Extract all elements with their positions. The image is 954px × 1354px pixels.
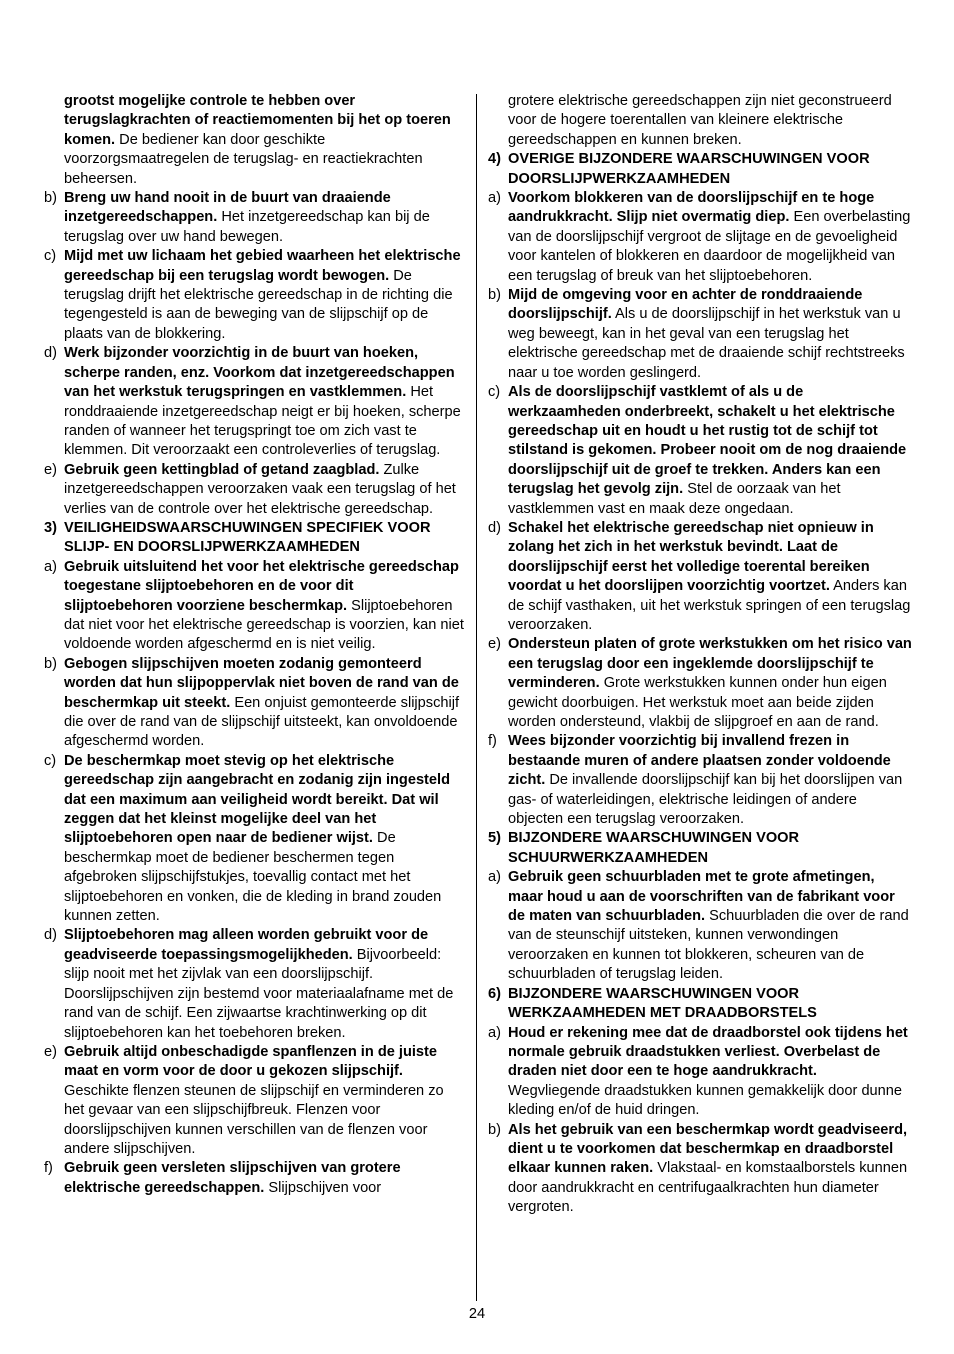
right-column	[488, 92, 912, 1218]
item-marker: d)	[488, 519, 501, 536]
list-item	[44, 1043, 464, 1159]
item-bold: De beschermkap moet stevig op het elektrische gereedschap zijn aangebracht en zodanig zijn ingesteld dat een maximum aan veiligheid wordt bereikt. Dat wil zeggen dat het kleinst mogelijke deel van het slijptoebehoren open naar de bediener wijst.	[64, 752, 451, 847]
item-text: Het ronddraaiende inzetgereedschap neigt er bij hoeken, scherpe randen of wanneer het terugspringt toe om zich vast te klemmen. Dit veroorzaakt een controleverlies of terugslag.	[64, 384, 461, 459]
list-item	[488, 189, 912, 286]
item-text: Anders kan de schijf vasthaken, uit het werkstuk springen of een terugslag veroorzaken.	[508, 578, 911, 633]
item-bold: Voorkom blokkeren van de doorslijpschijf en te hoge aandrukkracht. Slijp niet overmatig diep.	[508, 190, 875, 226]
item-bold: Houd er rekening mee dat de draadborstel ook tijdens het normale gebruik draadstukken verliest. Overbelast de draden niet door een te hoge aandrukkracht.	[508, 1024, 908, 1080]
item-bold: Gebruik geen versleten slijpschijven van grotere elektrische gereedschappen.	[64, 1160, 401, 1196]
item-text: De beschermkap moet de bediener beschermen tegen afgebroken slijpschijfstukjes, toevallig contact met het slijptoebehoren en vonken, die de kleding in brand zouden kunnen zetten.	[64, 830, 442, 925]
item-bold: Breng uw hand nooit in de buurt van draaiende inzetgereedschappen.	[64, 190, 391, 226]
list-item	[488, 868, 912, 984]
item-marker: f)	[44, 1160, 53, 1177]
heading-marker: 5)	[488, 830, 501, 847]
column-divider	[476, 94, 477, 1301]
item-bold: Wees bijzonder voorzichtig bij invallend frezen in bestaande muren of andere plaatsen zonder voldoende zicht.	[508, 733, 891, 789]
item-text: De terugslag drijft het elektrische gereedschap in de richting die tegengesteld is aan de beweging van de slijpschijf op de plaats van de blokkering.	[64, 267, 453, 342]
item-marker: b)	[488, 1121, 501, 1138]
left-column	[44, 92, 464, 1198]
item-marker: b)	[44, 190, 57, 207]
item-marker: b)	[488, 287, 501, 304]
list-item	[44, 655, 464, 752]
list-item	[488, 1121, 912, 1218]
paragraph-continuation	[44, 92, 464, 189]
list-item	[44, 461, 464, 519]
item-text: Zulke inzetgereedschappen veroorzaken vaak een terugslag of het verlies van de controle over het elektrische gereedschap.	[64, 461, 456, 517]
heading-text: BIJZONDERE WAARSCHUWINGEN VOOR SCHUURWERKZAAMHEDEN	[508, 830, 800, 866]
item-marker: a)	[488, 190, 501, 207]
heading-marker: 3)	[44, 519, 57, 536]
section-heading-4	[488, 150, 912, 189]
item-marker: e)	[44, 461, 57, 478]
item-text: Vlakstaal- en komstaalborstels kunnen door aandrukkracht en centrifugaalkrachten hun diameter vergroten.	[508, 1160, 908, 1216]
item-marker: d)	[44, 345, 57, 362]
item-bold: Mijd de omgeving voor en achter de ronddraaiende doorslijpschijf.	[508, 287, 863, 323]
item-bold: Gebruik geen schuurbladen met te grote afmetingen, maar houd u aan de voorschriften van de fabrikant voor de maten van schuurbladen.	[508, 869, 895, 925]
list-item	[44, 752, 464, 927]
list-item	[488, 519, 912, 635]
list-item	[488, 383, 912, 519]
item-text: Bijvoorbeeld: slijp nooit met het zijvlak van een doorslijpschijf. Doorslijpschijven zijn bestemd voor materiaalafname met de rand van de schijf. Een zijwaartse krachtinwerking op dit slijptoebehoren kan het toebehoren breken.	[64, 946, 454, 1041]
list-item	[44, 926, 464, 1042]
item-bold: Gebruik uitsluitend het voor het elektrische gereedschap toegestane slijptoebehoren en de voor dit slijptoebehoren voorziene beschermkap.	[64, 558, 459, 614]
item-text: Grote werkstukken kunnen onder hun eigen gewicht doorbuigen. Het werkstuk moet aan beide zijden worden ondersteund, vlakbij de slijpgroef en aan de rand.	[508, 675, 887, 730]
lead-text: De bediener kan door geschikte voorzorgsmaatregelen de terugslag- en reactiekrachten beheersen.	[64, 131, 423, 187]
heading-text: BIJZONDERE WAARSCHUWINGEN VOOR WERKZAAMHEDEN MET DRAADBORSTELS	[508, 985, 817, 1022]
paragraph-continuation	[488, 92, 912, 150]
item-marker: e)	[488, 636, 501, 653]
page-number: 24	[468, 1306, 486, 1322]
list-item	[44, 247, 464, 344]
lead-bold: grootst mogelijke controle te hebben over terugslagkrachten of reactiemomenten bij het op toeren komen.	[64, 93, 451, 148]
item-text: Wegvliegende draadstukken kunnen gemakkelijk door dunne kleding en/of de huid dringen.	[508, 1082, 903, 1119]
item-marker: a)	[488, 869, 501, 886]
list-item	[488, 1024, 912, 1121]
item-text: Stel de oorzaak van het vastklemmen vast en maak deze ongedaan.	[508, 481, 841, 517]
item-marker: b)	[44, 655, 57, 672]
item-marker: d)	[44, 927, 57, 944]
list-item	[488, 732, 912, 829]
item-bold: Gebogen slijpschijven moeten zodanig gemonteerd worden dat hun slijpoppervlak niet boven de rand van de beschermkap uit steekt.	[64, 655, 459, 711]
item-text: Slijptoebehoren dat niet voor het elektrische gereedschap is voorzien, kan niet voldoende worden afgeschermd en is niet veilig.	[64, 597, 464, 653]
item-text: Een overbelasting van de doorslijpschijf vergroot de slijtage en de gevoeligheid voor kantelen of blokkeren en daardoor de mogelijkheid van een terugslag of breuk van het slijptoebehoren.	[508, 209, 911, 284]
item-marker: f)	[488, 733, 497, 750]
item-bold: Als het gebruik van een beschermkap wordt geadviseerd, dient u te voorkomen dat beschermkap en draadborstel elkaar kunnen raken.	[508, 1121, 908, 1177]
list-item	[44, 1159, 464, 1198]
item-text: Het inzetgereedschap kan bij de terugslag over uw hand bewegen.	[64, 209, 430, 245]
continuation-text: grotere elektrische gereedschappen zijn niet geconstrueerd voor de hogere toerentallen van kleinere elektrische gereedschappen en kunnen breken.	[508, 93, 892, 148]
item-text: Slijpschijven voor	[264, 1179, 382, 1196]
item-marker: a)	[44, 558, 57, 575]
section-heading-3	[44, 519, 464, 558]
item-bold: Werk bijzonder voorzichtig in de buurt van hoeken, scherpe randen, enz. Voorkom dat inzetgereedschappen van het werkstuk terugspringen en vastklemmen.	[64, 345, 455, 401]
item-bold: Als de doorslijpschijf vastklemt of als u de werkzaamheden onderbreekt, schakelt u het elektrische gereedschap uit en houdt u het rustig tot de schijf tot stilstand is gekomen. Probeer nooit om de nog draaiende doorslijpschijf uit de groef te trekken. Anders kan een terugslag het gevolg zijn.	[508, 384, 907, 498]
list-item	[488, 286, 912, 383]
item-bold: Ondersteun platen of grote werkstukken om het risico van een terugslag door een ingeklemde doorslijpschijf te verminderen.	[508, 636, 912, 692]
item-marker: a)	[488, 1024, 501, 1041]
item-text: Geschikte flenzen steunen de slijpschijf en verminderen zo het gevaar van een slijpschijfbreuk. Flenzen voor doorslijpschijven kunnen verschillen van de flenzen voor andere slijpschijven.	[64, 1082, 444, 1157]
item-marker: c)	[44, 752, 57, 769]
item-bold: Gebruik altijd onbeschadigde spanflenzen in de juiste maat en vorm voor de door u gekozen slijpschijf.	[64, 1043, 438, 1080]
item-marker: c)	[488, 384, 501, 401]
heading-text: OVERIGE BIJZONDERE WAARSCHUWINGEN VOOR DOORSLIJPWERKZAAMHEDEN	[508, 151, 870, 187]
section-heading-5	[488, 829, 912, 868]
item-bold: Schakel het elektrische gereedschap niet opnieuw in zolang het zich in het werkstuk bevindt. Laat de doorslijpschijf eerst het volledige toerental bereiken voordat u het doorslijpen voorzichtig voortzet.	[508, 519, 874, 595]
list-item	[44, 189, 464, 247]
heading-marker: 6)	[488, 985, 501, 1002]
item-text: Schuurbladen die over de rand van de steunschijf uitsteken, kunnen verwondingen veroorzaken en kunnen tot blokkeren, scheuren van de schuurbladen of terugslag leiden.	[508, 908, 909, 983]
item-bold: Mijd met uw lichaam het gebied waarheen het elektrische gereedschap bij een terugslag wordt bewogen.	[64, 248, 461, 284]
heading-text: VEILIGHEIDSWAARSCHUWINGEN SPECIFIEK VOOR SLIJP- EN DOORSLIJPWERKZAAMHEDEN	[64, 519, 431, 556]
item-text: Een onjuist gemonteerde slijpschijf die over de rand van de slijpschijf uitsteekt, kan onvoldoende afgeschermd worden.	[64, 694, 460, 750]
item-bold: Gebruik geen kettingblad of getand zaagblad.	[64, 461, 380, 478]
list-item	[488, 635, 912, 732]
item-marker: e)	[44, 1043, 57, 1060]
item-bold: Slijptoebehoren mag alleen worden gebruikt voor de geadviseerde toepassingsmogelijkheden.	[64, 927, 429, 963]
item-text: Als u de doorslijpschijf in het werkstuk van u weg beweegt, kan in het geval van een terugslag het elektrische gereedschap met de draaiende schijf rechtstreeks naar u toe worden geslingerd.	[508, 306, 905, 381]
list-item	[44, 558, 464, 655]
item-marker: c)	[44, 248, 57, 265]
section-heading-6	[488, 985, 912, 1024]
heading-marker: 4)	[488, 151, 501, 168]
item-text: De invallende doorslijpschijf kan bij het doorslijpen van gas- of waterleidingen, elektrische leidingen of andere objecten een terugslag veroorzaken.	[508, 772, 903, 828]
list-item	[44, 344, 464, 460]
